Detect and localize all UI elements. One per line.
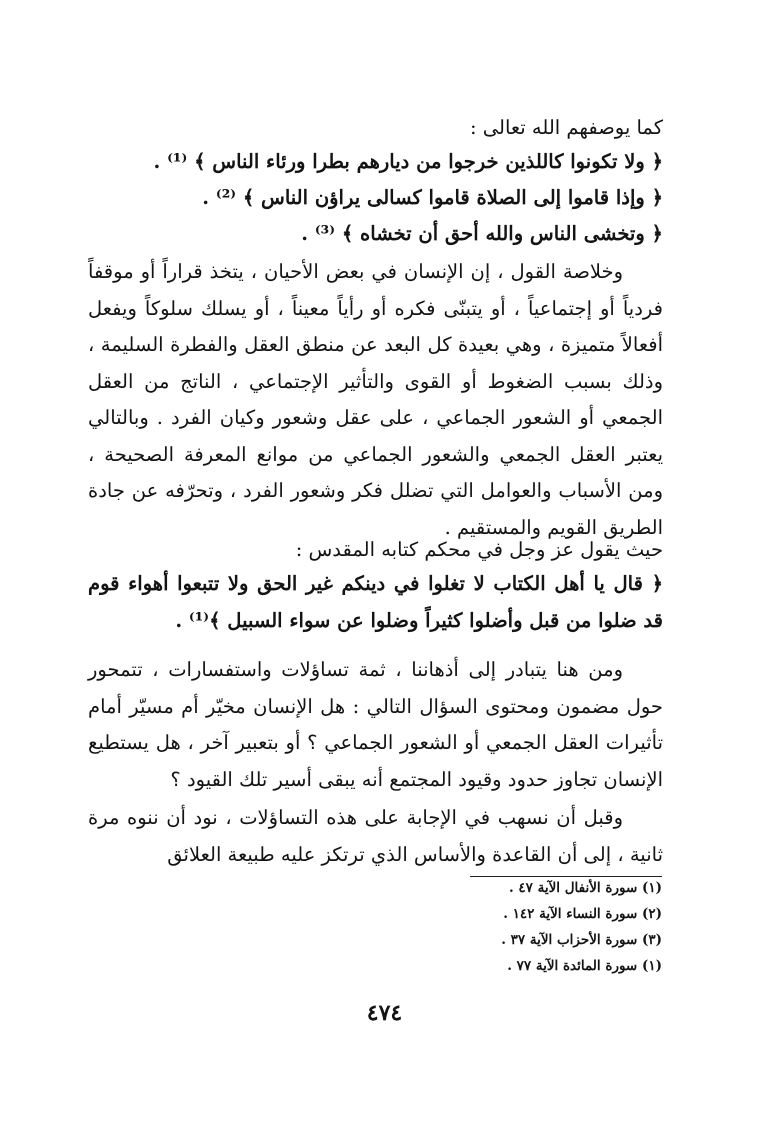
footnote-2: (٢) سورة النساء الآية ١٤٢ .	[503, 906, 662, 922]
intro-line	[88, 110, 663, 146]
footnote-3: (٣) سورة الأحزاب الآية ٣٧ .	[501, 932, 662, 948]
footnote-divider	[470, 876, 662, 877]
quote-1: ﴿ ولا تكونوا كاللذين خرجوا من ديارهم بطرا ورئاء الناس ﴾ ⁽¹⁾ .	[153, 150, 663, 173]
quote-4: ﴿ قال يا أهل الكتاب لا تغلوا في دينكم غير الحق ولا تتبعوا أهواء قوم قد ضلوا من قبل وأضلوا كثيراً وضلوا عن سواء السبيل ﴾⁽¹⁾ .	[88, 572, 663, 632]
intro-line-2	[88, 532, 663, 568]
intro-text: كما يوصفهم الله تعالى :	[470, 116, 663, 139]
quran-quotes	[88, 144, 663, 252]
paragraph-1: وخلاصة القول ، إن الإنسان في بعض الأحيان ، يتخذ قراراً أو موقفاً فردياً أو إجتماعياً ، أو يتبنّى فكره أو رأياً معيناً ، أو يسلك سلوكاً ويفعل أفعالاً متميزة ، وهي بعيدة كل البعد عن منطق العقل والفطرة السليمة ، وذلك بسبب الضغوط أو القوى والتأثير الإجتماعي ، الناتج من العقل الجمعي أو الشعور الجماعي ، على عقل وشعور وكيان الفرد . وبالتالي يعتبر العقل الجمعي والشعور الجماعي من موانع المعرفة الصحيحة ، ومن الأسباب والعوامل التي تضلل فكر وشعور الفرد ، وتحرّفه عن جادة الطريق القويم والمستقيم .	[88, 260, 663, 539]
page-number: ٤٧٤	[366, 1000, 403, 1026]
paragraph-2: ومن هنا يتبادر إلى أذهاننا ، ثمة تساؤلات واستفسارات ، تتمحور حول مضمون ومحتوى السؤال التالي : هل الإنسان مخيّر أم مسيّر أمام تأثيرات العقل الجمعي أو الشعور الجماعي ؟ أو بتعبير آخر ، هل يستطيع الإنسان تجاوز حدود وقيود المجتمع أنه يبقى أسير تلك القيود ؟	[88, 658, 663, 791]
footnote-1: (١) سورة الأنفال الآية ٤٧ .	[508, 880, 662, 896]
intro-2-text: حيث يقول عز وجل في محكم كتابه المقدس :	[295, 538, 663, 561]
quote-3: ﴿ وتخشى الناس والله أحق أن تخشاه ﴾ ⁽³⁾ .	[301, 222, 663, 245]
quote-2: ﴿ وإذا قاموا إلى الصلاة قاموا كسالى يراؤن الناس ﴾ ⁽²⁾ .	[202, 186, 663, 209]
footnote-4: (١) سورة المائدة الآية ٧٧ .	[507, 958, 662, 974]
paragraph-3: وقبل أن نسهب في الإجابة على هذه التساؤلات ، نود أن ننوه مرة ثانية ، إلى أن القاعدة والأساس الذي ترتكز عليه طبيعة العلائق	[88, 806, 663, 866]
